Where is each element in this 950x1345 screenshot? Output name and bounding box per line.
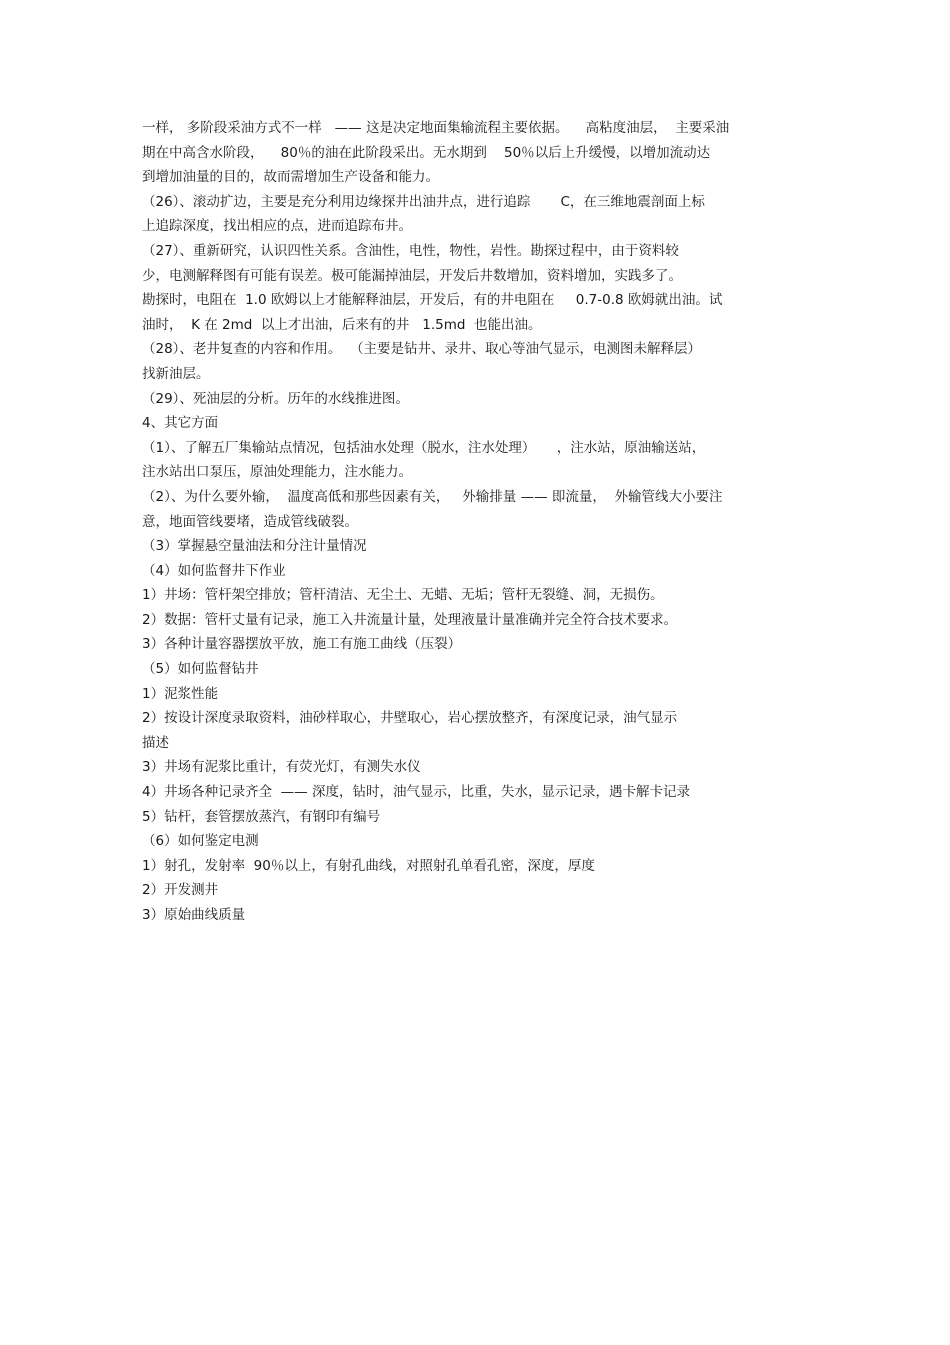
text-line: 期在中高含水阶段， 80％的油在此阶段采出。无水期到 50％以后上升缓慢，以增加流动达 [142, 144, 711, 161]
list-item: 2）按设计深度录取资料，油砂样取心，井壁取心，岩心摆放整齐，有深度记录，油气显示 [142, 710, 678, 727]
text-line: （6）如何鉴定电测 [142, 833, 259, 850]
document-body [142, 116, 812, 928]
text-line: 上追踪深度，找出相应的点，进而追踪布井。 [142, 218, 412, 235]
text-line: （26）、滚动扩边，主要是充分利用边缘探井出油井点，进行追踪 C，在三维地震剖面上标 [142, 193, 705, 210]
list-item: 4）井场各种记录齐全 —— 深度，钻时，油气显示，比重，失水，显示记录，遇卡解卡记录 [142, 784, 690, 801]
text-line: （27）、重新研究，认识四性关系。含油性，电性，物性，岩性。勘探过程中，由于资料较 [142, 242, 679, 259]
text-line: 意，地面管线要堵，造成管线破裂。 [142, 513, 358, 530]
text-line: （5）如何监督钻井 [142, 661, 259, 678]
list-item: 1）井场：管杆架空排放；管杆清洁、无尘土、无蜡、无垢；管杆无裂缝、洞，无损伤。 [142, 587, 664, 604]
text-line: （1）、了解五厂集输站点情况，包括油水处理（脱水，注水处理） ，注水站，原油输送站， [142, 439, 706, 456]
text-line: （3）掌握悬空量油法和分注计量情况 [142, 538, 367, 555]
text-line: （2）、为什么要外输， 温度高低和那些因素有关， 外输排量 —— 即流量， 外输管线大小要注 [142, 488, 723, 505]
section-heading: 4、其它方面 [142, 415, 219, 432]
text-line: （28）、老井复查的内容和作用。 （主要是钻井、录井、取心等油气显示，电测图未解释层） [142, 341, 702, 358]
text-line: （29）、死油层的分析。历年的水线推进图。 [142, 390, 409, 407]
list-item: 1）泥浆性能 [142, 685, 219, 702]
text-line: 描述 [142, 734, 169, 751]
text-line: 找新油层。 [142, 365, 210, 382]
text-line: （4）如何监督井下作业 [142, 562, 286, 579]
text-line: 到增加油量的目的，故而需增加生产设备和能力。 [142, 169, 439, 186]
list-item: 3）原始曲线质量 [142, 907, 246, 923]
text-line: 注水站出口泵压，原油处理能力，注水能力。 [142, 464, 412, 481]
text-line: 油时， K 在 2md 以上才出油，后来有的井 1.5md 也能出油。 [142, 316, 542, 333]
text-line: 勘探时，电阻在 1.0 欧姆以上才能解释油层，开发后，有的井电阻在 0.7-0.8 欧姆就出油。试 [142, 292, 723, 309]
text-line: 一样， 多阶段采油方式不一样 —— 这是决定地面集输流程主要依据。 高粘度油层， 主要采油 [142, 120, 730, 136]
list-item: 5）钻杆，套管摆放蒸汽，有钢印有编号 [142, 808, 381, 825]
list-item: 3）井场有泥浆比重计，有荧光灯，有测失水仪 [142, 759, 421, 776]
list-item: 2）开发测井 [142, 882, 219, 899]
list-item: 1）射孔，发射率 90％以上，有射孔曲线，对照射孔单看孔密，深度，厚度 [142, 857, 595, 874]
list-item: 2）数据：管杆丈量有记录，施工入井流量计量，处理液量计量准确并完全符合技术要求。 [142, 611, 678, 628]
text-line: 少，电测解释图有可能有误差。极可能漏掉油层，开发后井数增加，资料增加，实践多了。 [142, 267, 682, 284]
list-item: 3）各种计量容器摆放平放，施工有施工曲线（压裂） [142, 636, 462, 653]
